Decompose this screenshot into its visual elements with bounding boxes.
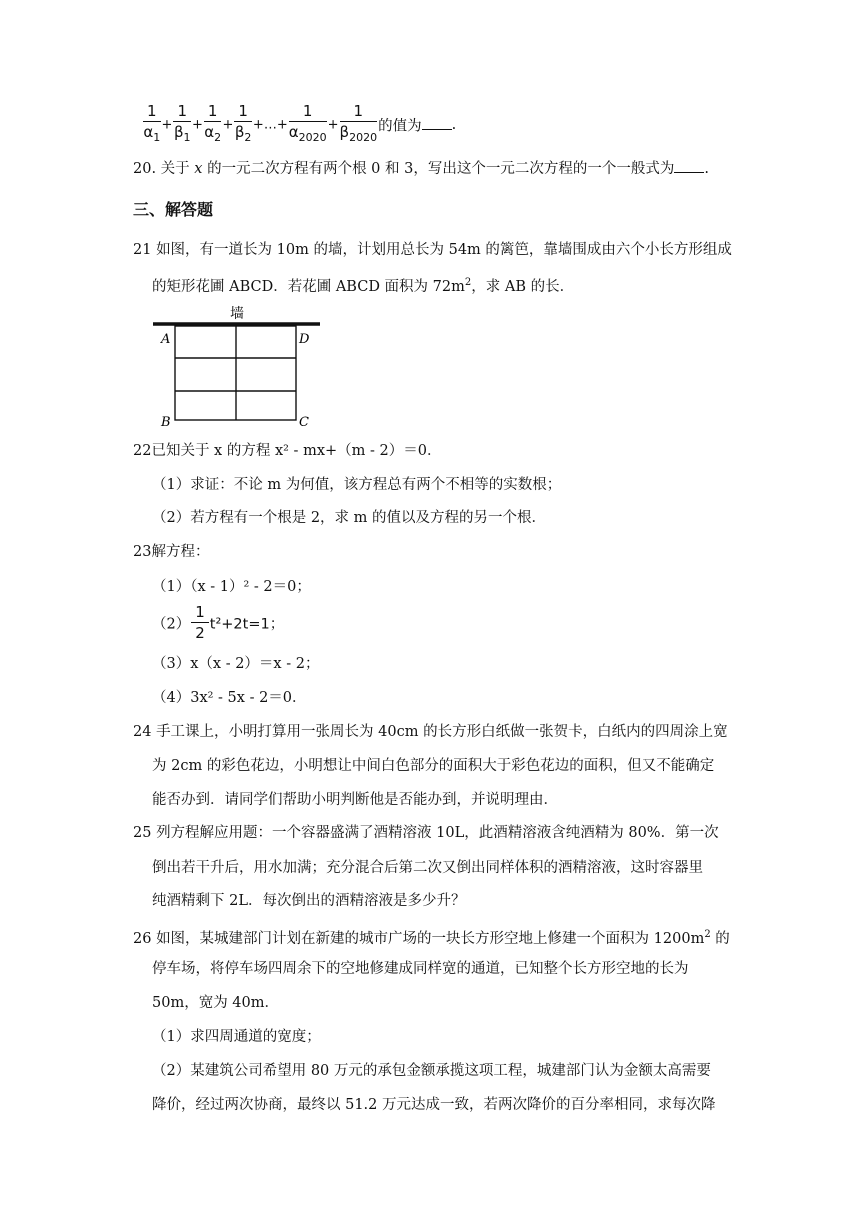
fraction: $\frac{1}{\alpha_1}$	[143, 102, 161, 144]
garden-figure	[150, 302, 325, 430]
question-21-line1: 21 如图，有一道长为 10m 的墙，计划用总长为 54m 的篱笆，靠墙围成由六个小长方形组成	[133, 242, 732, 258]
fraction: $\frac{1}{\alpha_2}$	[204, 102, 222, 144]
question-20: 20. 关于 x 的一元二次方程有两个根 0 和 3，写出这个一元二次方程的一个一般式为 .	[133, 158, 709, 179]
question-26-part1: （1）求四周通道的宽度；	[152, 1029, 321, 1045]
fraction: $\frac{1}{\alpha_{2020}}$	[288, 102, 327, 144]
question-24-line1: 24 手工课上，小明打算用一张周长为 40cm 的长方形白纸做一张贺卡，白纸内的四周涂上宽	[133, 724, 728, 740]
question-23-stem: 23解方程：	[133, 544, 210, 560]
question-23-part4: （4）3x² - 5x - 2＝0．	[152, 690, 307, 706]
question-23-part1: （1）（x - 1）² - 2＝0；	[152, 579, 311, 595]
point-label-b: B	[161, 415, 171, 430]
question-25-line1: 25 列方程解应用题：一个容器盛满了酒精溶液 10L，此酒精溶液含纯酒精为 80%．第一次	[133, 825, 719, 841]
fraction: $\frac{1}{\beta_{2020}}$	[339, 102, 378, 144]
wall-label: 墙	[230, 306, 244, 322]
section-title: 三、解答题	[133, 200, 214, 219]
question-26-line3: 50m，宽为 40m．	[152, 995, 280, 1011]
question-21-line2: 的矩形花圃 ABCD．若花圃 ABCD 面积为 $72m^2$，求 AB 的长．	[152, 277, 575, 295]
fraction: $\frac{1}{\beta_1}$	[173, 102, 191, 144]
question-22-stem: 22已知关于 x 的方程 x² - mx+（m - 2）＝0．	[133, 443, 442, 459]
answer-blank	[422, 115, 452, 130]
point-label-a: A	[161, 332, 171, 347]
question-26-line1: 26 如图，某城建部门计划在新建的城市广场的一块长方形空地上修建一个面积为 $1200m^2$ 的	[133, 929, 730, 947]
question-25-line2: 倒出若干升后，用水加满；充分混合后第二次又倒出同样体积的酒精溶液，这时容器里	[152, 860, 703, 876]
question-25-line3: 纯酒精剩下 2L．每次倒出的酒精溶液是多少升？	[152, 893, 466, 909]
question-24-line2: 为 2cm 的彩色花边，小明想让中间白色部分的面积大于彩色花边的面积，但又不能确定	[152, 758, 715, 774]
question-26-part2-line1: （2）某建筑公司希望用 80 万元的承包金额承揽这项工程，城建部门认为金额太高需要	[152, 1063, 711, 1079]
question-24-line3: 能否办到．请同学们帮助小明判断他是否能办到，并说明理由．	[152, 792, 558, 808]
question-23-part2: （2） $\frac{1}{2}$ t²+2t=1；	[152, 603, 285, 642]
ellipsis: …	[263, 117, 277, 133]
point-label-c: C	[299, 415, 309, 430]
q19-expression: $\frac{1}{\alpha_1}$ + $\frac{1}{\beta_1}$ + $\frac{1}{\alpha_2}$ + $\frac{1}{\beta_2}$ +…+ $\frac{1}{\alpha_{2020}}$ + $\frac{1}{\beta_{2020}}$ 的值为 .	[142, 102, 456, 148]
q19-tail: 的值为	[378, 118, 422, 135]
question-22-part2: （2）若方程有一个根是 2，求 m 的值以及方程的另一个根．	[152, 510, 547, 526]
answer-blank	[674, 158, 704, 173]
point-label-d: D	[299, 332, 310, 347]
question-26-part2-line2: 降价，经过两次协商，最终以 51.2 万元达成一致，若两次降价的百分率相同，求每次降	[152, 1097, 716, 1113]
question-23-part3: （3）x（x - 2）＝x - 2；	[152, 656, 320, 672]
question-26-line2: 停车场，将停车场四周余下的空地修建成同样宽的通道，已知整个长方形空地的长为	[152, 961, 689, 977]
fraction: $\frac{1}{\beta_2}$	[234, 102, 252, 144]
fraction: $\frac{1}{2}$	[191, 603, 209, 643]
question-22-part1: （1）求证：不论 m 为何值，该方程总有两个不相等的实数根；	[152, 477, 562, 493]
